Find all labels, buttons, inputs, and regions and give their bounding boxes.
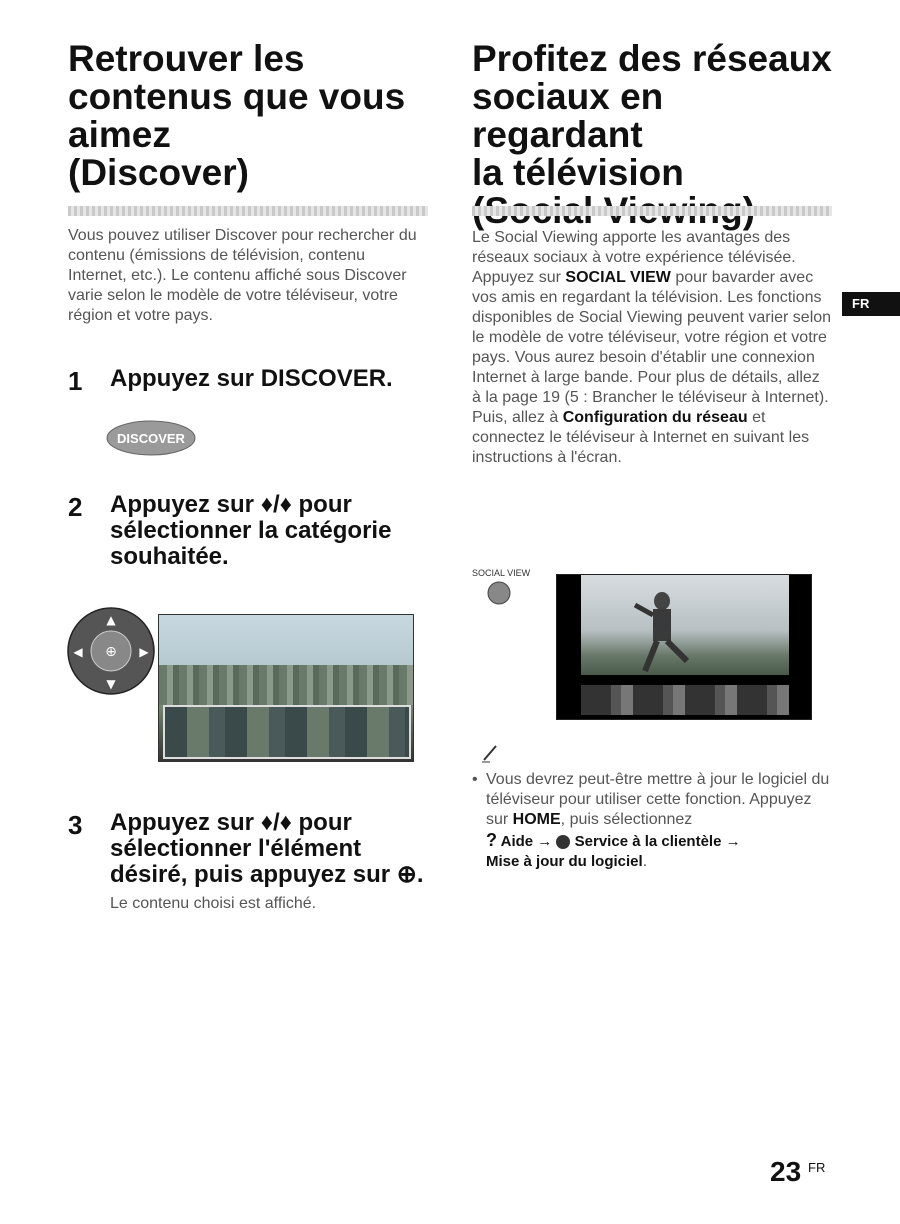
- step-3: [68, 810, 448, 890]
- discover-title: Retrouver les contenus que vous aimez (Discover): [68, 38, 406, 193]
- step-2: [68, 492, 428, 572]
- social-view-button-label: SOCIAL VIEW: [472, 568, 531, 578]
- svg-text:▲: ▲: [106, 613, 116, 627]
- home-keyword: HOME: [512, 811, 561, 828]
- step-text: Appuyez sur DISCOVER.: [110, 365, 393, 392]
- social-p3: Puis, allez à Configuration du réseau et connectez le téléviseur à Internet en suivant les instructions à l'écran.: [472, 409, 810, 466]
- help-icon: ?: [486, 830, 497, 850]
- service-icon: [556, 835, 570, 849]
- social-p2: Appuyez sur SOCIAL VIEW pour bavarder avec vos amis en regardant la télévision. Les fonctions disponibles de Social Viewing peuvent varier selon le modèle de votre téléviseur, votre région et votre pays. Vous aurez besoin d'établir une connexion Internet à large bande. Pour plus de détails, allez à la page 19 (5 : Brancher le téléviseur à Internet).: [472, 269, 832, 406]
- svg-text:◀: ◀: [73, 645, 83, 659]
- discover-screen-image: [158, 614, 414, 762]
- social-view-button-icon: [486, 580, 512, 606]
- social-feed-bar: [581, 685, 789, 715]
- left-column: [68, 40, 428, 192]
- social-viewing-body: [472, 228, 832, 468]
- network-config-keyword: Configuration du réseau: [562, 409, 748, 426]
- social-viewing-title: Profitez des réseaux sociaux en regardant la télévision: [472, 38, 832, 193]
- right-column: [472, 40, 832, 230]
- discover-button-label: DISCOVER: [117, 431, 185, 446]
- note-bullet: • Vous devrez peut-être mettre à jour le logiciel du téléviseur pour utiliser cette fonction. Appuyez sur HOME, puis sélectionnez ? Aide → Service à la clientèle → Mise à jour du logiciel.: [472, 771, 830, 870]
- step-3-result: Le contenu choisi est affiché.: [110, 895, 317, 912]
- step-number: 2: [68, 492, 83, 522]
- step-text: Appuyez sur ♦/♦ pour sélectionner la catégorie souhaitée.: [110, 491, 392, 570]
- step-number: 3: [68, 810, 83, 840]
- page-suffix: FR: [808, 1160, 826, 1175]
- note-pencil-icon: [480, 742, 504, 764]
- step-number: 1: [68, 366, 83, 396]
- step-1: [68, 366, 428, 396]
- discover-button-icon: [104, 418, 198, 458]
- language-tab: FR: [842, 292, 900, 316]
- bullet-dot: •: [472, 771, 478, 788]
- discover-intro: Vous pouvez utiliser Discover pour rechercher du contenu (émissions de télévision, contenu Internet, etc.). Le contenu affiché sous Discover varie selon le modèle de votre téléviseur, votre région et votre pays.: [68, 227, 417, 324]
- svg-text:▼: ▼: [106, 677, 116, 691]
- step-text: Appuyez sur ♦/♦ pour sélectionner l'élément désiré, puis appuyez sur ⊕.: [110, 809, 424, 888]
- svg-text:▶: ▶: [139, 645, 149, 659]
- page-number: 23: [770, 1156, 802, 1187]
- discover-thumbnail-bar: [163, 705, 411, 759]
- title-rule: [68, 206, 428, 216]
- social-view-keyword: SOCIAL VIEW: [565, 269, 671, 286]
- title-rule: [472, 206, 832, 216]
- athlete-figure: [627, 585, 697, 675]
- social-viewing-screen-image: [556, 574, 812, 720]
- social-p1: Le Social Viewing apporte les avantages des réseaux sociaux à votre expérience télévisée.: [472, 229, 796, 266]
- menu-path: ? Aide → Service à la clientèle → Mise à jour du logiciel: [486, 830, 741, 870]
- dpad-remote-icon: [66, 606, 156, 696]
- svg-text:⊕: ⊕: [105, 644, 117, 660]
